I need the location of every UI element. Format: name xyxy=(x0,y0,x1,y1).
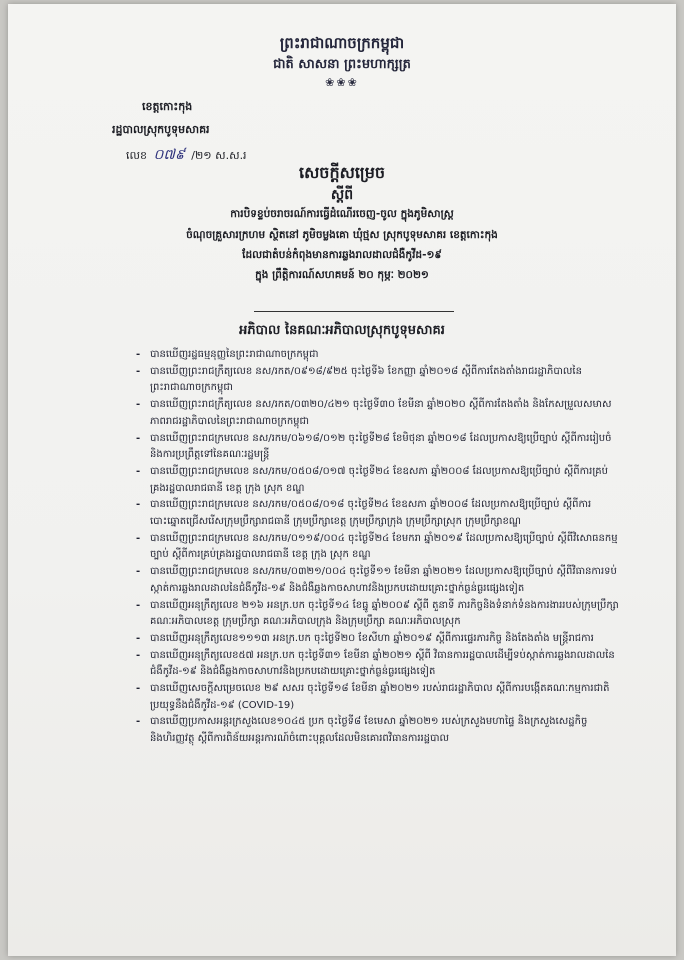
title-divider xyxy=(254,311,454,312)
citation-item: - បានឃើញព្រះរាជក្រមលេខ នស/រកម/០៣២១/០០៤ ចុះថ្ងៃទី១១ ខែមីនា ឆ្នាំ២០២១ ដែលប្រកាសឱ្យប្រើច្បាប់ ស្តីពីវិធានការទប់ស្កាត់ការឆ្លងរាលដាលនៃជំងឺកូវីដ-១៩ និងជំងឺឆ្លងកាចសាហាវនិងប្រកបដោយគ្រោះថ្នាក់ធ្ងន់ធ្ងរផ្សេងទៀត xyxy=(122,564,622,597)
document-title: សេចក្តីសម្រេច xyxy=(298,163,385,182)
citation-item: - បានឃើញសេចក្តីសម្រេចលេខ ២៩ សសរ ចុះថ្ងៃទី១៨ ខែមីនា ឆ្នាំ២០២១ របស់រាជរដ្ឋាភិបាល ស្តីពីការបង្កើតគណៈកម្មការជាតិប្រយុទ្ធនឹងជំងឺកូវីដ-១៩ (COVID-19) xyxy=(122,681,622,714)
document-about: ស្តីពី xyxy=(330,187,354,203)
subject-line: ការបិទខ្ទប់ចរាចរណ៍ការធ្វើដំណើរចេញ-ចូល ក្នុងភូមិសាស្ត្រ xyxy=(230,208,454,220)
document-page xyxy=(8,4,676,956)
document-number-prefix: លេខ xyxy=(126,149,147,162)
national-motto: ជាតិ សាសនា ព្រះមហាក្សត្រ xyxy=(273,57,411,72)
citation-item: - បានឃើញព្រះរាជក្រមលេខ នស/រកម/០១១៩/០០៤ ចុះថ្ងៃទី២៤ ខែមករា ឆ្នាំ២០១៩ ដែលប្រកាសឱ្យប្រើច្បាប់ ស្តីពីវិសោធនកម្មច្បាប់ ស្តីពីការគ្រប់គ្រងរដ្ឋបាលរាជធានី ខេត្ត ក្រុង ស្រុក ខណ្ឌ xyxy=(122,531,622,564)
citation-item: - បានឃើញអនុក្រឹត្យលេខ ២១៦ អនក្រ.បក ចុះថ្ងៃទី១៤ ខែធ្នូ ឆ្នាំ២០០៩ ស្តីពី តួនាទី ភារកិច្ចនិងទំនាក់ទំនងការងាររបស់ក្រុមប្រឹក្សា គណៈអភិបាលខេត្ត ក្រុមប្រឹក្សា គណៈអភិបាលក្រុង និងក្រុមប្រឹក្សា គណៈអភិបាលស្រុក xyxy=(122,598,622,631)
kingdom-heading: ព្រះរាជាណាចក្រកម្ពុជា xyxy=(279,34,405,52)
heading-ornament: ❀❀❀ xyxy=(325,76,359,89)
citation-item: - បានឃើញប្រកាសអន្តរក្រសួងលេខ១០៤៥ ប្រក ចុះថ្ងៃទី៨ ខែមេសា ឆ្នាំ២០២១ របស់ក្រសួងមហាផ្ទៃ និងក្រសួងសេដ្ឋកិច្ច និងហិរញ្ញវត្ថុ ស្តីពីការពិន័យអន្តរការណ៍ចំពោះបុគ្គលដែលមិនគោរពវិធានការរដ្ឋបាល xyxy=(122,714,622,747)
citation-item: - បានឃើញព្រះរាជក្រមលេខ នស/រកម/០៥០៨/០១៧ ចុះថ្ងៃទី២៤ ខែឧសភា ឆ្នាំ២០០៨ ដែលប្រកាសឱ្យប្រើច្បាប់ ស្តីពីការគ្រប់គ្រងរដ្ឋបាលរាជធានី ខេត្ត ក្រុង ស្រុក ខណ្ឌ xyxy=(122,464,622,497)
subject-line: ក្នុង ព្រឹត្តិការណ៍សហគមន៍ ២០ កុម្ភៈ ២០២១ xyxy=(255,269,429,281)
citation-item: - បានឃើញអនុក្រឹត្យលេខ១១១៣ អនក្រ.បក ចុះថ្ងៃទី២០ ខែសីហា ឆ្នាំ២០១៩ ស្តីពីការផ្ទេរភារកិច្ច និងតែងតាំង មន្ត្រីរាជការ xyxy=(122,631,622,648)
document-number-suffix: /២១ ស.ស.រ xyxy=(191,149,247,162)
authority-heading: អភិបាល នៃគណៈអភិបាលស្រុកបូទុមសាគរ xyxy=(239,323,445,338)
document-number-handwritten: ០៧៩ xyxy=(153,147,185,163)
district-administration: រដ្ឋបាលស្រុកបូទុមសាគរ xyxy=(112,123,210,136)
citation-item: - បានឃើញព្រះរាជក្រមលេខ នស/រកម/០៥០៨/០១៨ ចុះថ្ងៃទី២៤ ខែឧសភា ឆ្នាំ២០០៨ ដែលប្រកាសឱ្យប្រើច្បាប់ ស្តីពីការបោះឆ្នោតជ្រើសរើសក្រុមប្រឹក្សារាជធានី ក្រុមប្រឹក្សាខេត្ត ក្រុមប្រឹក្សាក្រុង ក្រុមប្រឹក្សាស្រុក ក្រុមប្រឹក្សាខណ្ឌ xyxy=(122,497,622,530)
subject-line: ដែលជាតំបន់កំពុងមានការឆ្លងរាលដាលជំងឺកូវីដ-១៩ xyxy=(242,249,442,261)
citation-item: - បានឃើញព្រះរាជក្រឹត្យលេខ នស/រកត/០៩១៨/៩២៥ ចុះថ្ងៃទី៦ ខែកញ្ញា ឆ្នាំ២០១៨ ស្តីពីការតែងតាំងរាជរដ្ឋាភិបាលនៃព្រះរាជាណាចក្រកម្ពុជា xyxy=(122,364,622,397)
citation-item: - បានឃើញព្រះរាជក្រឹត្យលេខ នស/រកត/០៣២០/៤២១ ចុះថ្ងៃទី៣០ ខែមីនា ឆ្នាំ២០២០ ស្តីពីការតែងតាំង និងកែសម្រួលសមាសភាពរាជរដ្ឋាភិបាលនៃព្រះរាជាណាចក្រកម្ពុជា xyxy=(122,397,622,430)
subject-line: ចំណុចគ្រួសារក្រហម ស្ថិតនៅ ភូមិចម្លងគោ ឃុំថ្មស ស្រុកបូទុមសាគរ ខេត្តកោះកុង xyxy=(186,229,498,241)
citation-list xyxy=(122,347,622,748)
citation-item: - បានឃើញព្រះរាជក្រមលេខ នស/រកម/០៦១៨/០១២ ចុះថ្ងៃទី២៨ ខែមិថុនា ឆ្នាំ២០១៨ ដែលប្រកាសឱ្យប្រើច្បាប់ ស្តីពីការរៀបចំ និងការប្រព្រឹត្តទៅនៃគណៈរដ្ឋមន្ត្រី xyxy=(122,431,622,464)
citation-item: - បានឃើញរដ្ឋធម្មនុញ្ញនៃព្រះរាជាណាចក្រកម្ពុជា xyxy=(122,347,622,364)
province-name: ខេត្តកោះកុង xyxy=(142,100,193,113)
citation-item: - បានឃើញអនុក្រឹត្យលេខ៥៧ អនក្រ.បក ចុះថ្ងៃទី៣១ ខែមីនា ឆ្នាំ២០២១ ស្តីពី វិធានការរដ្ឋបាលដើម្បីទប់ស្កាត់ការឆ្លងរាលដាលនៃជំងឺកូវីដ-១៩ និងជំងឺឆ្លងកាចសាហាវនិងប្រកបដោយគ្រោះថ្នាក់ធ្ងន់ធ្ងរផ្សេងទៀត xyxy=(122,648,622,681)
